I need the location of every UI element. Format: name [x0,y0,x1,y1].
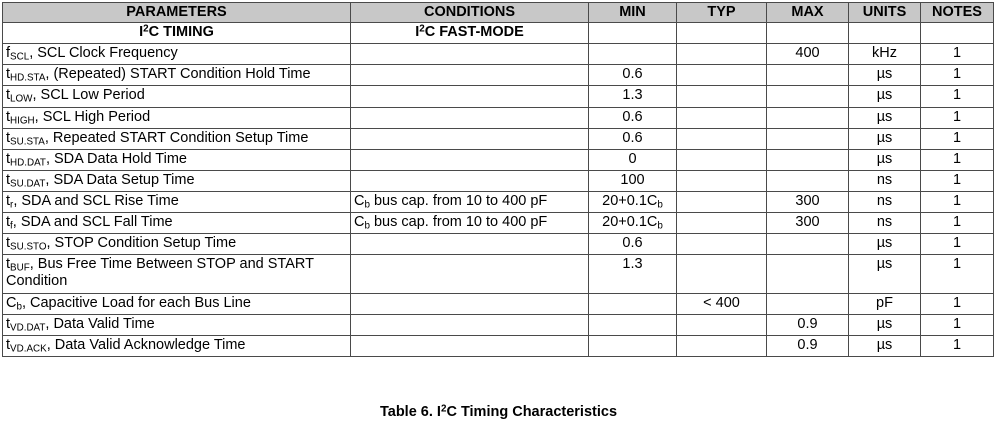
table-row [3,86,994,107]
units-cell: µs [849,149,921,170]
header-notes: NOTES [921,3,994,23]
typ-cell [677,65,767,86]
table-row [3,107,994,128]
param-cell: $t_f$, SDA and SCL Fall Time [3,213,351,234]
max-cell [767,255,849,293]
units-cell: ns [849,213,921,234]
notes-cell: 1 [921,44,994,65]
typ-cell [677,314,767,335]
min-cell [589,335,677,356]
units-cell: µs [849,65,921,86]
condition-cell [351,335,589,356]
typ-cell [677,128,767,149]
max-cell [767,86,849,107]
min-cell: 0.6 [589,128,677,149]
table-row [3,234,994,255]
table-row [3,44,994,65]
table-row [3,191,994,212]
min-cell: 0.6 [589,107,677,128]
condition-cell [351,149,589,170]
param-cell: $t_{SU.DAT}$, SDA Data Setup Time [3,170,351,191]
subheader-row [3,23,994,44]
table-row [3,335,994,356]
param-cell: $t_{HD.DAT}$, SDA Data Hold Time [3,149,351,170]
condition-cell [351,128,589,149]
typ-cell [677,44,767,65]
max-cell [767,234,849,255]
param-cell: $t_{VD.ACK}$, Data Valid Acknowledge Time [3,335,351,356]
units-cell: µs [849,86,921,107]
units-cell: µs [849,128,921,149]
units-cell: µs [849,335,921,356]
typ-cell: < 400 [677,293,767,314]
min-cell [589,314,677,335]
typ-cell [677,234,767,255]
max-cell: 0.9 [767,314,849,335]
typ-cell [677,213,767,234]
header-row [3,3,994,23]
min-cell: $20+0.1C_b$ [589,191,677,212]
notes-cell: 1 [921,86,994,107]
param-cell: $t_{HD.STA}$, (Repeated) START Condition Hold Time [3,65,351,86]
max-cell: 300 [767,191,849,212]
notes-cell: 1 [921,107,994,128]
subheader-empty-cell [589,23,677,44]
param-cell: $t_{VD.DAT}$, Data Valid Time [3,314,351,335]
max-cell [767,128,849,149]
units-cell: pF [849,293,921,314]
notes-cell: 1 [921,335,994,356]
param-cell: $f_{SCL}$, SCL Clock Frequency [3,44,351,65]
units-cell: µs [849,107,921,128]
typ-cell [677,255,767,293]
typ-cell [677,191,767,212]
table-row [3,314,994,335]
header-conditions: CONDITIONS [351,3,589,23]
table-row [3,213,994,234]
min-cell: 0.6 [589,234,677,255]
units-cell: µs [849,255,921,293]
notes-cell: 1 [921,213,994,234]
condition-cell [351,107,589,128]
table-row [3,65,994,86]
notes-cell: 1 [921,128,994,149]
units-cell: ns [849,170,921,191]
param-cell: $t_{SU.STO}$, STOP Condition Setup Time [3,234,351,255]
header-units: UNITS [849,3,921,23]
condition-cell: $C_b$ bus cap. from 10 to 400 pF [351,213,589,234]
condition-cell [351,314,589,335]
param-cell: $t_{SU.STA}$, Repeated START Condition Setup Time [3,128,351,149]
condition-cell [351,86,589,107]
param-cell: $t_r$, SDA and SCL Rise Time [3,191,351,212]
notes-cell: 1 [921,149,994,170]
notes-cell: 1 [921,234,994,255]
min-cell: 100 [589,170,677,191]
max-cell [767,293,849,314]
table-row [3,170,994,191]
header-max: MAX [767,3,849,23]
subheader-empty-cell [849,23,921,44]
max-cell: 0.9 [767,335,849,356]
subheader-fast-mode: $I^2C$ FAST-MODE [351,23,589,44]
param-cell: $C_b$, Capacitive Load for each Bus Line [3,293,351,314]
table-row [3,149,994,170]
table-row [3,293,994,314]
subheader-empty-cell [677,23,767,44]
condition-cell: $C_b$ bus cap. from 10 to 400 pF [351,191,589,212]
condition-cell [351,170,589,191]
max-cell [767,149,849,170]
notes-cell: 1 [921,170,994,191]
typ-cell [677,107,767,128]
subheader-empty-cell [767,23,849,44]
param-cell: $t_{LOW}$, SCL Low Period [3,86,351,107]
units-cell: µs [849,314,921,335]
units-cell: kHz [849,44,921,65]
subheader-empty-cell [921,23,994,44]
notes-cell: 1 [921,293,994,314]
condition-cell [351,255,589,293]
header-parameters: PARAMETERS [3,3,351,23]
typ-cell [677,149,767,170]
min-cell: 1.3 [589,255,677,293]
table-row [3,255,994,293]
min-cell: 0.6 [589,65,677,86]
notes-cell: 1 [921,255,994,293]
param-cell: $t_{BUF}$, Bus Free Time Between STOP and START Condition [3,255,351,293]
notes-cell: 1 [921,65,994,86]
param-cell: $t_{HIGH}$, SCL High Period [3,107,351,128]
max-cell: 300 [767,213,849,234]
max-cell [767,107,849,128]
min-cell: $20+0.1C_b$ [589,213,677,234]
table-caption: Table 6. $I^2C$ Timing Characteristics [379,403,618,420]
min-cell: 0 [589,149,677,170]
condition-cell [351,44,589,65]
table-row [3,128,994,149]
min-cell: 1.3 [589,86,677,107]
header-typ: TYP [677,3,767,23]
notes-cell: 1 [921,191,994,212]
max-cell [767,65,849,86]
max-cell: 400 [767,44,849,65]
units-cell: ns [849,191,921,212]
condition-cell [351,234,589,255]
units-cell: µs [849,234,921,255]
i2c-timing-table [2,2,994,357]
condition-cell [351,293,589,314]
header-min: MIN [589,3,677,23]
max-cell [767,170,849,191]
typ-cell [677,170,767,191]
min-cell [589,44,677,65]
typ-cell [677,335,767,356]
subheader-i2c-timing: $I^2C$ TIMING [3,23,351,44]
typ-cell [677,86,767,107]
notes-cell: 1 [921,314,994,335]
min-cell [589,293,677,314]
condition-cell [351,65,589,86]
